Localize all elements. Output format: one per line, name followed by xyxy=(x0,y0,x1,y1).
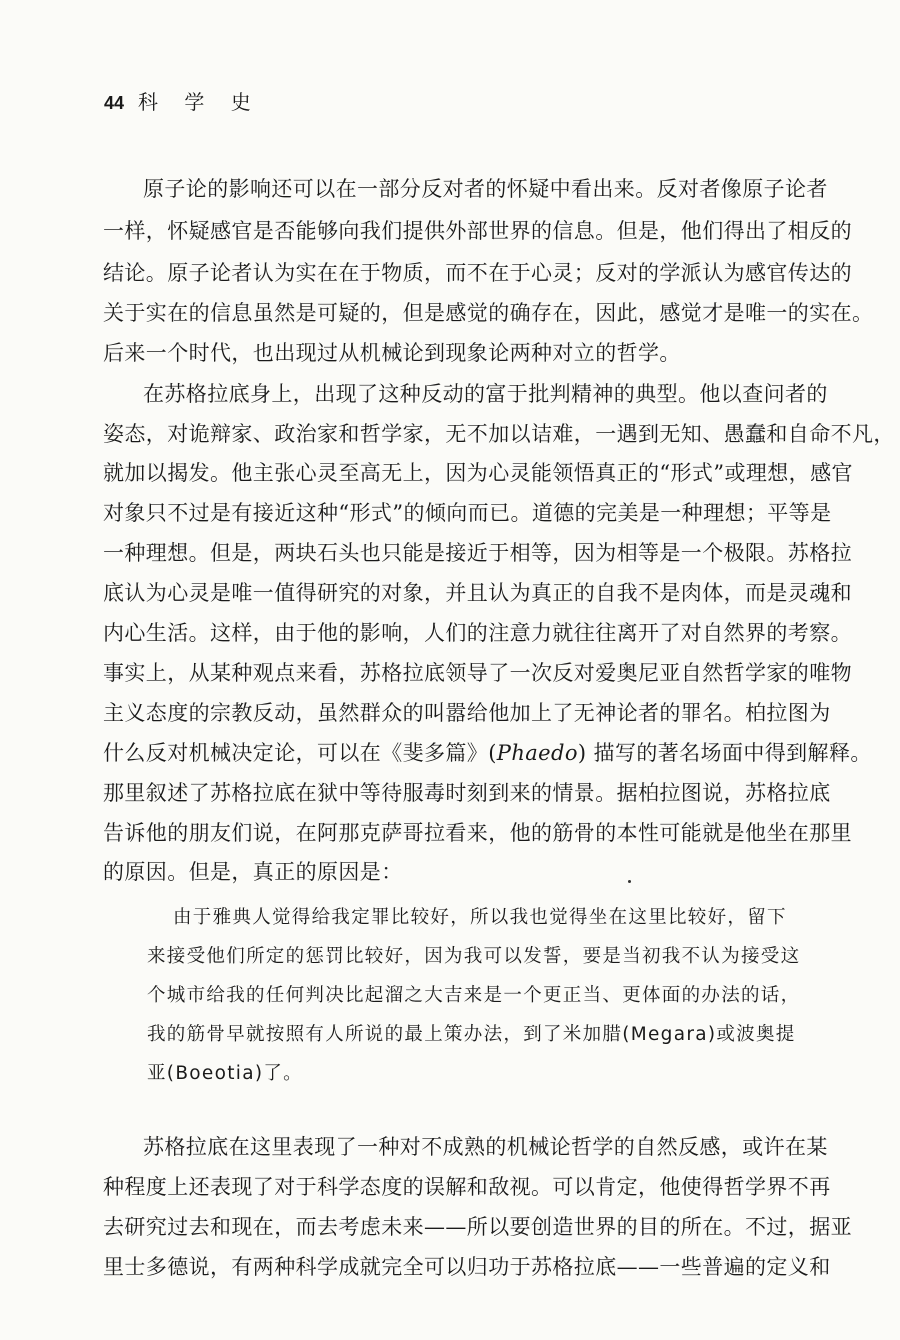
text-line: 那里叙述了苏格拉底在狱中等待服毒时刻到来的情景。据柏拉图说，苏格拉底 xyxy=(103,781,831,805)
text-line: 对象只不过是有接近这种“形式”的倾向而已。道德的完美是一种理想；平等是 xyxy=(103,501,832,525)
text-line: 原子论的影响还可以在一部分反对者的怀疑中看出来。反对者像原子论者 xyxy=(143,177,828,201)
text-line-phaedo xyxy=(103,739,872,767)
text-line: 种程度上还表现了对于科学态度的误解和敌视。可以肯定，他使得哲学界不再 xyxy=(103,1175,831,1199)
text-line: 就加以揭发。他主张心灵至高无上，因为心灵能领悟真正的“形式”或理想，感官 xyxy=(103,461,853,485)
text-line: 内心生活。这样，由于他的影响，人们的注意力就往往离开了对自然界的考察。 xyxy=(103,621,852,645)
text-line: 后来一个时代，也出现过从机械论到现象论两种对立的哲学。 xyxy=(103,341,681,365)
text-line: 的原因。但是，真正的原因是： xyxy=(103,860,403,884)
text-span: ) 描写的著名场面中得到解释。 xyxy=(577,741,872,765)
text-line: 主义态度的宗教反动，虽然群众的叫嚣给他加上了无神论者的罪名。柏拉图为 xyxy=(103,701,831,725)
quote-line: 来接受他们所定的惩罚比较好，因为我可以发誓，要是当初我不认为接受这 xyxy=(147,946,801,967)
text-line: 一样，怀疑感官是否能够向我们提供外部世界的信息。但是，他们得出了相反的 xyxy=(103,219,852,243)
text-line: 在苏格拉底身上，出现了这种反动的富于批判精神的典型。他以查问者的 xyxy=(143,382,828,406)
text-line: 姿态，对诡辩家、政治家和哲学家，无不加以诘难，一遇到无知、愚蠢和自命不凡， xyxy=(103,422,895,446)
page-number: 44 xyxy=(104,93,125,113)
quote-line: 亚(Boeotia)了。 xyxy=(147,1063,303,1084)
text-span: 什么反对机械决定论，可以在《斐多篇》( xyxy=(103,741,497,765)
text-line: 事实上，从某种观点来看，苏格拉底领导了一次反对爱奥尼亚自然哲学家的唯物 xyxy=(103,661,852,685)
quote-line: 我的筋骨早就按照有人所说的最上策办法，到了米加腊(Megara)或波奥提 xyxy=(147,1024,796,1045)
text-line: 关于实在的信息虽然是可疑的，但是感觉的确存在，因此，感觉才是唯一的实在。 xyxy=(103,301,874,325)
text-line: 结论。原子论者认为实在在于物质，而不在于心灵；反对的学派认为感官传达的 xyxy=(103,261,852,285)
quote-line: 个城市给我的任何判决比起溜之大吉来是一个更正当、更体面的办法的话， xyxy=(147,985,801,1006)
text-line: 去研究过去和现在，而去考虑未来——所以要创造世界的目的所在。不过，据亚 xyxy=(103,1215,852,1239)
text-line: 告诉他的朋友们说，在阿那克萨哥拉看来，他的筋骨的本性可能就是他坐在那里 xyxy=(103,821,852,845)
text-line: 一种理想。但是，两块石头也只能是接近于相等，因为相等是一个极限。苏格拉 xyxy=(103,541,852,565)
italic-term-phaedo: Phaedo xyxy=(496,741,578,765)
quote-line: 由于雅典人觉得给我定罪比较好，所以我也觉得坐在这里比较好，留下 xyxy=(173,907,787,928)
running-title: 科 学 史 xyxy=(138,90,261,114)
text-line: 底认为心灵是唯一值得研究的对象，并且认为真正的自我不是肉体，而是灵魂和 xyxy=(103,581,852,605)
running-header xyxy=(104,86,261,115)
speck-mark xyxy=(628,880,631,883)
text-line: 苏格拉底在这里表现了一种对不成熟的机械论哲学的自然反感，或许在某 xyxy=(143,1135,828,1159)
text-line: 里士多德说，有两种科学成就完全可以归功于苏格拉底——一些普遍的定义和 xyxy=(103,1255,831,1279)
